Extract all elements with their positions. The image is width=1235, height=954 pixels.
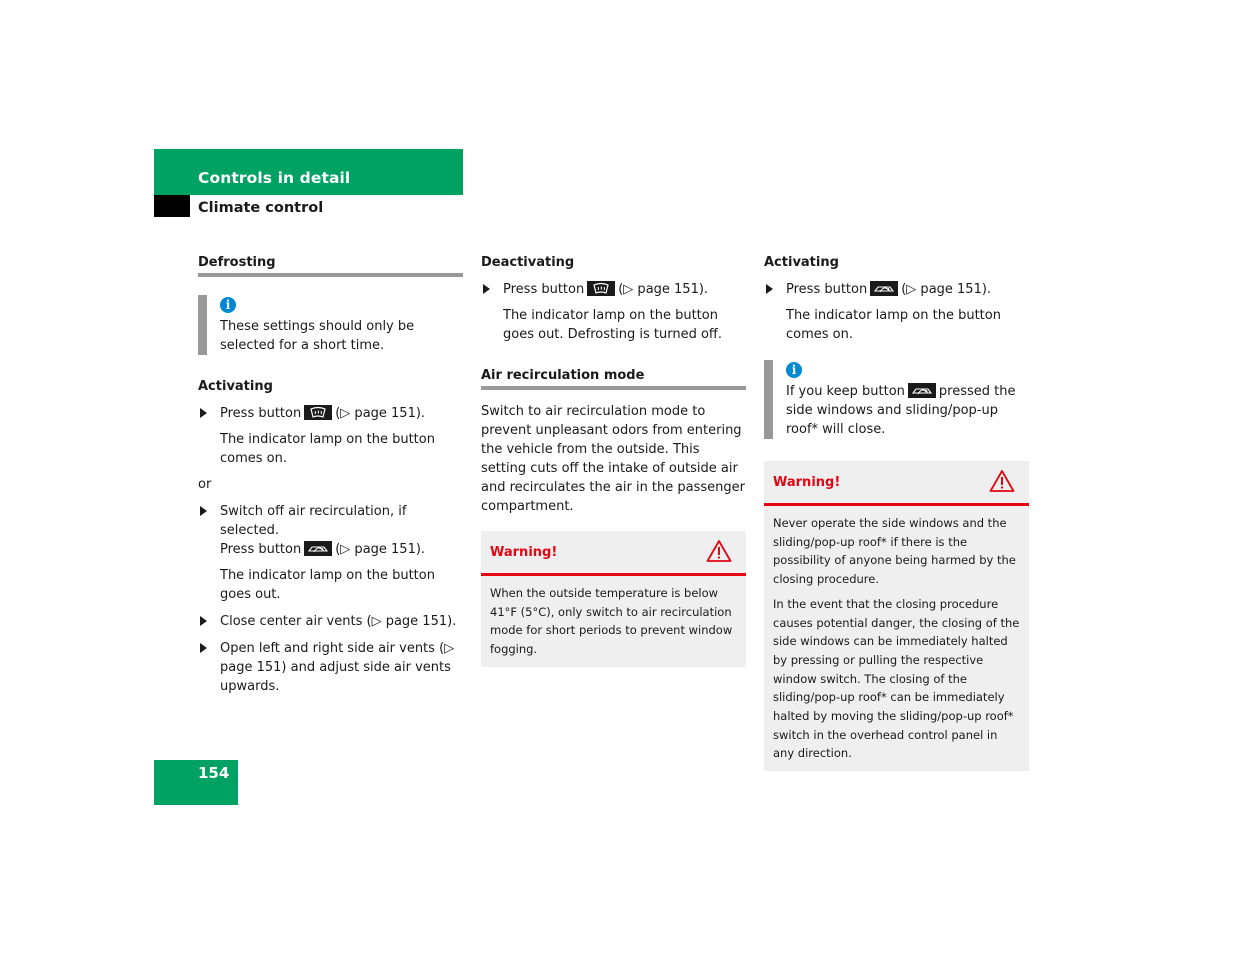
- info-bar: [764, 360, 773, 439]
- info-text: If you keep button pressed the side windows and sliding/pop-up roof* will close.: [786, 384, 1016, 437]
- air-recirculation-text: Switch to air recirculation mode to prevent unpleasant odors from entering the vehicle from the outside. This setting cuts off the intake of outside air and recirculates the air in the passenger compartment.: [481, 404, 745, 514]
- deactivating-heading: Deactivating: [481, 255, 575, 270]
- step-result: The indicator lamp on the button goes out. Defrosting is turned off.: [503, 308, 723, 342]
- warning-triangle-icon: [706, 539, 732, 563]
- info-bar: [198, 295, 207, 355]
- arrow-bullet-icon: [200, 506, 207, 516]
- warning-header: [764, 461, 1029, 506]
- info-text: These settings should only be selected for a short time.: [220, 319, 415, 353]
- warning-body: [764, 506, 1029, 771]
- air-recirculation-heading: Air recirculation mode: [481, 366, 746, 390]
- arrow-bullet-icon: [200, 408, 207, 418]
- step-result: The indicator lamp on the button goes out.: [220, 568, 435, 602]
- arrow-bullet-icon: [200, 643, 207, 653]
- step-item: Close center air vents (▷ page 151).: [198, 612, 463, 631]
- warning-label: Warning!: [490, 545, 558, 560]
- step-result: The indicator lamp on the button comes on.: [786, 308, 1001, 342]
- windshield-defrost-icon: [587, 281, 615, 296]
- step-result: The indicator lamp on the button comes on.: [220, 432, 435, 466]
- subsection-marker: [154, 195, 190, 217]
- info-icon: i: [786, 362, 802, 378]
- column-3: [764, 253, 1029, 771]
- warning-label: Warning!: [773, 475, 841, 490]
- defrosting-heading: Defrosting: [198, 253, 463, 277]
- subsection-title: Climate control: [198, 200, 324, 216]
- activating-heading: Activating: [198, 379, 273, 394]
- column-1: [198, 253, 463, 696]
- windshield-defrost-icon: [304, 405, 332, 420]
- warning-box: [764, 461, 1029, 771]
- or-label: or: [198, 477, 212, 492]
- air-recirculation-icon: [870, 281, 898, 296]
- step-item: Open left and right side air vents (▷ page 151) and adjust side air vents upwards.: [198, 639, 463, 696]
- warning-body: [481, 576, 746, 667]
- arrow-bullet-icon: [200, 616, 207, 626]
- step-item: Press button (▷ page 151).: [764, 280, 1029, 299]
- step-item: Switch off air recirculation, if selected. Press button (▷ page 151).: [198, 502, 463, 559]
- step-item: Press button (▷ page 151).: [198, 404, 463, 423]
- warning-triangle-icon: [989, 469, 1015, 493]
- air-recirculation-icon: [304, 541, 332, 556]
- activating-heading: Activating: [764, 255, 839, 270]
- warning-text: In the event that the closing procedure causes potential danger, the closing of the side windows can be immediately halted by pressing or pulling the respective window switch. The closing of the sliding/pop-up roof* can be immediately halted by moving the sliding/pop-up roof* switch in the overhead control panel in any direction.: [773, 596, 1020, 761]
- page-number: 154: [198, 764, 230, 782]
- column-2: [481, 253, 746, 667]
- warning-text: Never operate the side windows and the sliding/pop-up roof* if there is the possibility of anyone being harmed by the closing procedure.: [773, 516, 1016, 587]
- info-note: [198, 293, 463, 355]
- section-title: Controls in detail: [198, 169, 351, 187]
- warning-header: [481, 531, 746, 576]
- info-note: [764, 358, 1029, 439]
- warning-box: [481, 531, 746, 667]
- arrow-bullet-icon: [766, 284, 773, 294]
- info-icon: i: [220, 297, 236, 313]
- warning-text: When the outside temperature is below 41°F (5°C), only switch to air recirculation mode for short periods to prevent window fogging.: [490, 586, 733, 657]
- air-recirculation-icon: [908, 383, 936, 398]
- step-item: Press button (▷ page 151).: [481, 280, 746, 299]
- arrow-bullet-icon: [483, 284, 490, 294]
